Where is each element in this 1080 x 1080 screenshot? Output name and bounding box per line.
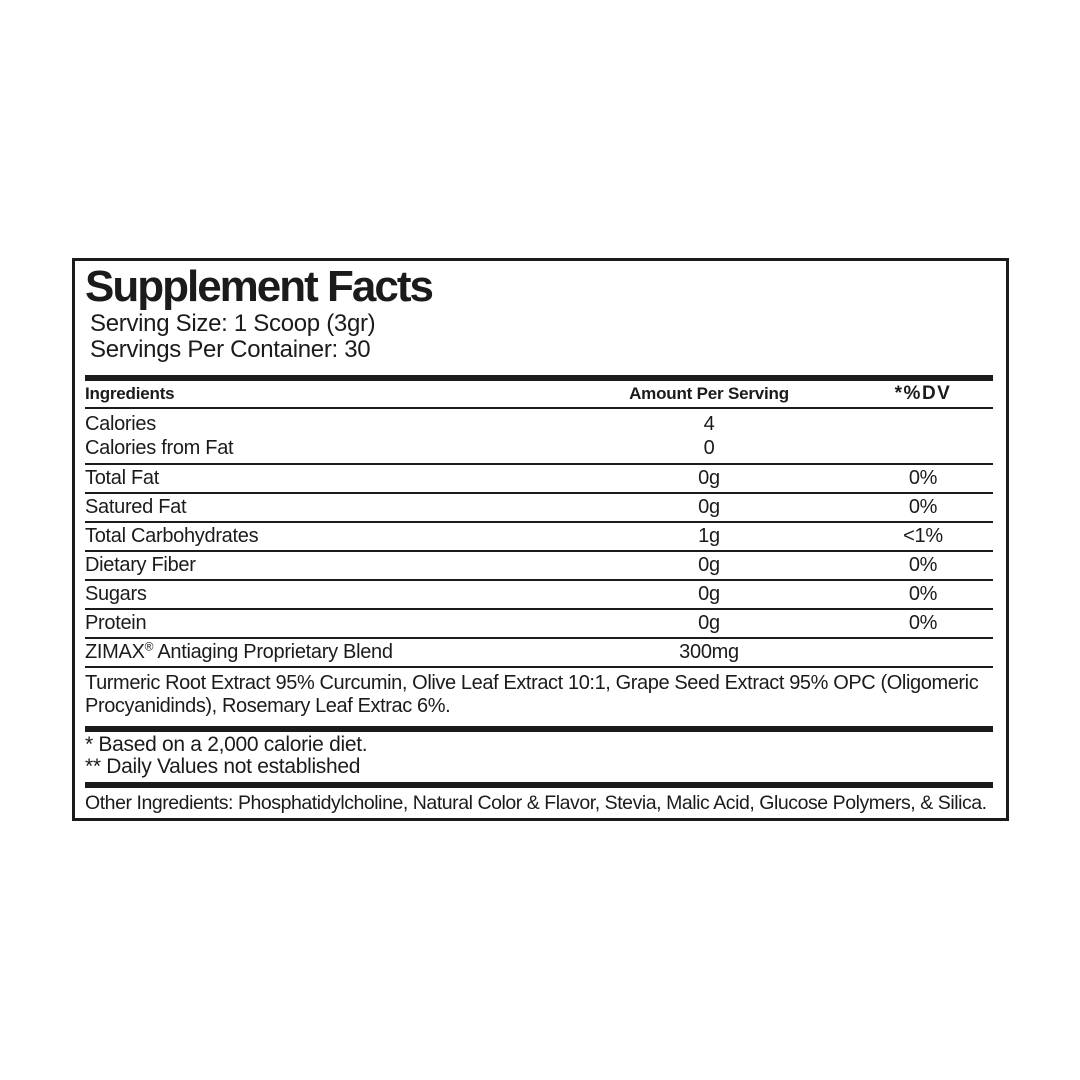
row-dv: 0% bbox=[908, 583, 938, 605]
table-row-calories bbox=[85, 412, 993, 436]
footnote-daily-values: ** Daily Values not established bbox=[85, 755, 361, 778]
row-label: Protein bbox=[85, 612, 147, 634]
footnote-calorie-diet: * Based on a 2,000 calorie diet. bbox=[85, 733, 368, 756]
row-dv: 0% bbox=[908, 612, 938, 634]
row-label: Calories from Fat bbox=[85, 437, 234, 459]
header-amount-per-serving: Amount Per Serving bbox=[629, 384, 789, 403]
table-row-protein bbox=[85, 610, 993, 637]
row-dv: 0% bbox=[908, 496, 938, 518]
header-ingredients: Ingredients bbox=[85, 384, 175, 403]
row-dv: <1% bbox=[903, 525, 943, 547]
row-label: Sugars bbox=[85, 583, 147, 605]
row-amount: 0g bbox=[698, 583, 720, 605]
supplement-facts-panel bbox=[72, 258, 1009, 821]
row-amount: 300mg bbox=[679, 641, 739, 663]
table-row-calories-from-fat bbox=[85, 436, 993, 460]
row-amount: 0 bbox=[703, 437, 715, 459]
row-label bbox=[85, 641, 565, 664]
row-label: Total Fat bbox=[85, 467, 159, 489]
blend-description: Turmeric Root Extract 95% Curcumin, Olive Leaf Extract 10:1, Grape Seed Extract 95% OPC (Oligomeric Procyanidinds), Rosemary Leaf Extrac 6%. bbox=[85, 672, 979, 717]
table-header-row bbox=[85, 381, 993, 407]
calories-block bbox=[85, 409, 993, 463]
table-row-total-fat bbox=[85, 465, 993, 492]
table-row-total-carbohydrates bbox=[85, 523, 993, 550]
row-amount: 4 bbox=[703, 413, 715, 435]
row-amount: 0g bbox=[698, 612, 720, 634]
row-label: Dietary Fiber bbox=[85, 554, 196, 576]
panel-title: Supplement Facts bbox=[85, 262, 432, 311]
other-ingredients: Other Ingredients: Phosphatidylcholine, Natural Color & Flavor, Stevia, Malic Acid, Glucose Polymers, & Silica. bbox=[85, 792, 987, 814]
blend-name-rest: Antiaging Proprietary Blend bbox=[153, 641, 393, 663]
servings-per-container: Servings Per Container: 30 bbox=[90, 336, 371, 363]
row-dv: 0% bbox=[908, 467, 938, 489]
row-amount: 1g bbox=[698, 525, 720, 547]
table-row-sugars bbox=[85, 581, 993, 608]
serving-size: Serving Size: 1 Scoop (3gr) bbox=[90, 310, 376, 337]
row-label: Calories bbox=[85, 413, 156, 435]
table-row-dietary-fiber bbox=[85, 552, 993, 579]
registered-trademark-icon: ® bbox=[144, 639, 154, 654]
row-amount: 0g bbox=[698, 496, 720, 518]
row-dv: 0% bbox=[908, 554, 938, 576]
footnotes bbox=[85, 732, 993, 782]
table-row-zimax-blend bbox=[85, 639, 993, 666]
blend-name: ZIMAX bbox=[85, 641, 145, 663]
row-amount: 0g bbox=[698, 467, 720, 489]
row-label: Satured Fat bbox=[85, 496, 187, 518]
row-amount: 0g bbox=[698, 554, 720, 576]
row-label: Total Carbohydrates bbox=[85, 525, 259, 547]
table-row-satured-fat bbox=[85, 494, 993, 521]
serving-info bbox=[90, 311, 993, 363]
header-percent-dv: *%DV bbox=[894, 383, 952, 404]
